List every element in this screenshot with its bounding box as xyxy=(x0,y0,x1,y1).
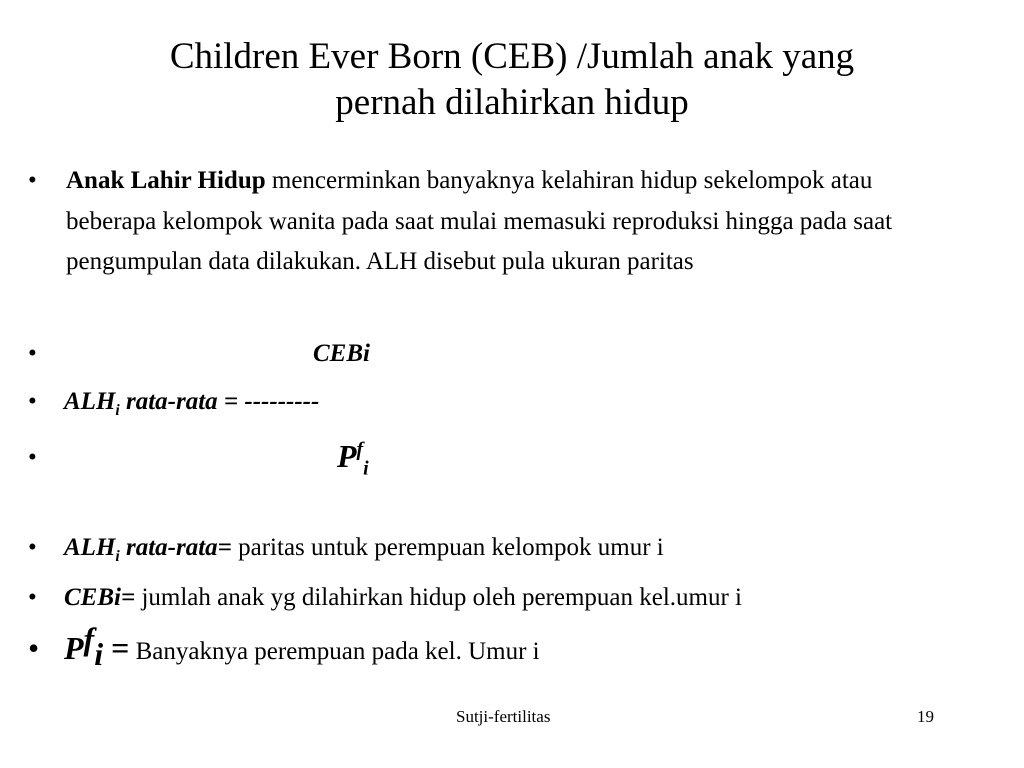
bullet-7-text xyxy=(64,620,540,672)
denominator-p: P xyxy=(337,438,357,474)
bullet-5-marker: • xyxy=(28,534,37,561)
bullet-5-sub: i xyxy=(115,548,120,565)
slide-title xyxy=(40,34,984,126)
bullet-1-marker: • xyxy=(28,167,37,194)
bullet-7-definition: Banyaknya perempuan pada kel. Umur i xyxy=(129,638,540,665)
footer-author: Sutji-fertilitas xyxy=(456,707,551,726)
bullet-2-marker: • xyxy=(28,340,37,367)
denominator-sup: f xyxy=(356,438,364,461)
formula-numerator: CEBi xyxy=(313,340,370,367)
bullet-4-marker: • xyxy=(28,444,37,471)
bullet-6-marker: • xyxy=(28,584,37,611)
bullet-7-marker: • xyxy=(28,630,40,666)
bullet-3-marker: • xyxy=(28,388,37,415)
bullet-5-definition: paritas untuk perempuan kelompok umur i xyxy=(231,534,664,561)
bullet-7-p: P xyxy=(64,630,84,666)
bullet-7-sub: i xyxy=(94,636,104,672)
bullet-1-text xyxy=(66,161,946,283)
formula-line xyxy=(64,382,319,422)
formula-denominator xyxy=(337,436,369,480)
bullet-6-term: CEBi= xyxy=(64,584,136,611)
title-line-1: Children Ever Born (CEB) /Jumlah anak yang xyxy=(169,36,855,77)
title-line-2: pernah dilahirkan hidup xyxy=(335,82,689,123)
bullet-5-term: rata-rata= xyxy=(119,534,232,561)
bullet-5-text xyxy=(64,528,664,568)
bullet-5-alh: ALH xyxy=(64,534,116,561)
bullet-6-definition: jumlah anak yg dilahirkan hidup oleh perempuan kel.umur i xyxy=(135,584,743,611)
bullet-7-equals: = xyxy=(103,630,130,666)
bullet-1-term: Anak Lahir Hidup xyxy=(66,167,266,194)
bullet-1-definition: mencerminkan banyaknya kelahiran hidup sekelompok atau beberapa kelompok wanita pada saat mulai memasuki reproduksi hingga pada saat pengumpulan data dilakukan. ALH disebut pula ukuran paritas xyxy=(66,167,893,275)
denominator-sub: i xyxy=(363,457,369,480)
footer-page-number: 19 xyxy=(917,707,934,726)
formula-alh: ALH xyxy=(64,388,116,415)
bullet-6-text xyxy=(64,578,742,618)
bullet-7-sup: f xyxy=(83,620,95,657)
formula-equals-dashes: rata-rata = --------- xyxy=(119,388,320,415)
formula-alh-sub: i xyxy=(115,402,120,419)
